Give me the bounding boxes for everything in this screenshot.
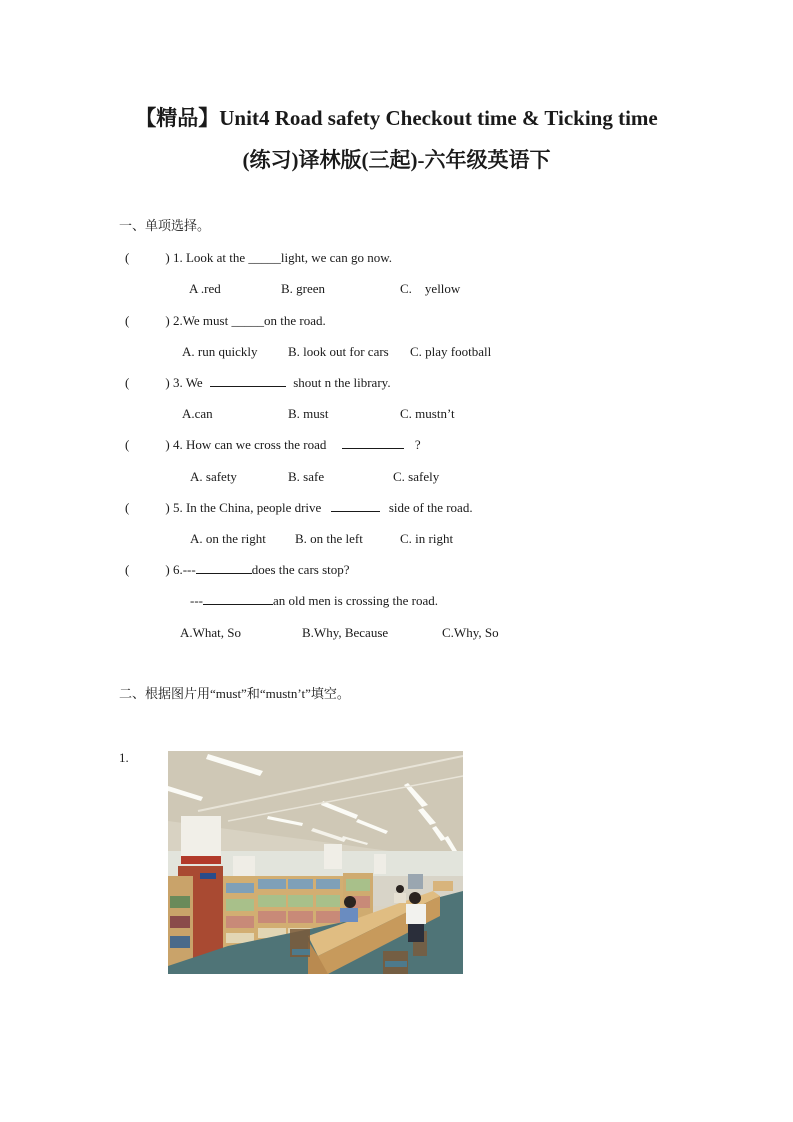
answer-paren-1[interactable]: ( xyxy=(125,250,130,265)
option-1c: C. yellow xyxy=(400,281,461,296)
option-1b: B. green xyxy=(281,281,326,296)
document-title-line2: (练习)译林版(三起)-六年级英语下 xyxy=(242,148,551,172)
option-4b: B. safe xyxy=(288,469,325,484)
option-4c: C. safely xyxy=(393,469,440,484)
section2-heading: 二、根据图片用“must”和“mustn’t”填空。 xyxy=(119,686,350,701)
question-2: ( ) 2.We must _____on the road. xyxy=(125,313,326,328)
option-2b: B. look out for cars xyxy=(288,344,389,359)
blank-4[interactable] xyxy=(342,436,404,449)
option-5c: C. in right xyxy=(400,531,454,546)
option-3a: A.can xyxy=(182,406,213,421)
question-6: ( ) 6.--- does the cars stop? xyxy=(125,562,350,577)
question-5: ( ) 5. In the China, people drive side of the road. xyxy=(125,500,473,515)
option-5a: A. on the right xyxy=(190,531,266,546)
blank-6a[interactable] xyxy=(196,561,252,574)
blank-6b[interactable] xyxy=(203,592,273,605)
option-4a: A. safety xyxy=(190,469,237,484)
option-6c: C.Why, So xyxy=(442,625,499,640)
answer-paren-5[interactable]: ( xyxy=(125,500,130,515)
question-1: ( ) 1. Look at the _____light, we can go now. xyxy=(125,250,392,265)
document-title-line1: 【精品】Unit4 Road safety Checkout time & Ticking time xyxy=(135,106,658,130)
question-4: ( ) 4. How can we cross the road ? xyxy=(125,437,421,452)
blank-1[interactable]: _____ xyxy=(248,250,281,265)
section1-heading: 一、单项选择。 xyxy=(119,218,211,233)
option-3b: B. must xyxy=(288,406,329,421)
answer-paren-6[interactable]: ( xyxy=(125,562,130,577)
library-scene-image xyxy=(168,751,463,974)
answer-paren-2[interactable]: ( xyxy=(125,313,130,328)
option-5b: B. on the left xyxy=(295,531,363,546)
option-6a: A.What, So xyxy=(180,625,242,640)
blank-2[interactable]: _____ xyxy=(231,313,264,328)
option-2a: A. run quickly xyxy=(182,344,258,359)
question-6-line2: --- an old men is crossing the road. xyxy=(190,593,438,608)
question-3: ( ) 3. We shout n the library. xyxy=(125,375,391,390)
blank-5[interactable] xyxy=(331,499,380,512)
option-2c: C. play football xyxy=(410,344,492,359)
library-photo xyxy=(168,751,463,974)
option-6b: B.Why, Because xyxy=(302,625,389,640)
answer-paren-4[interactable]: ( xyxy=(125,437,130,452)
option-3c: C. mustn’t xyxy=(400,406,455,421)
picture-item-number-1: 1. xyxy=(119,750,129,765)
blank-3[interactable] xyxy=(210,374,286,387)
option-1a: A .red xyxy=(189,281,221,296)
answer-paren-3[interactable]: ( xyxy=(125,375,130,390)
